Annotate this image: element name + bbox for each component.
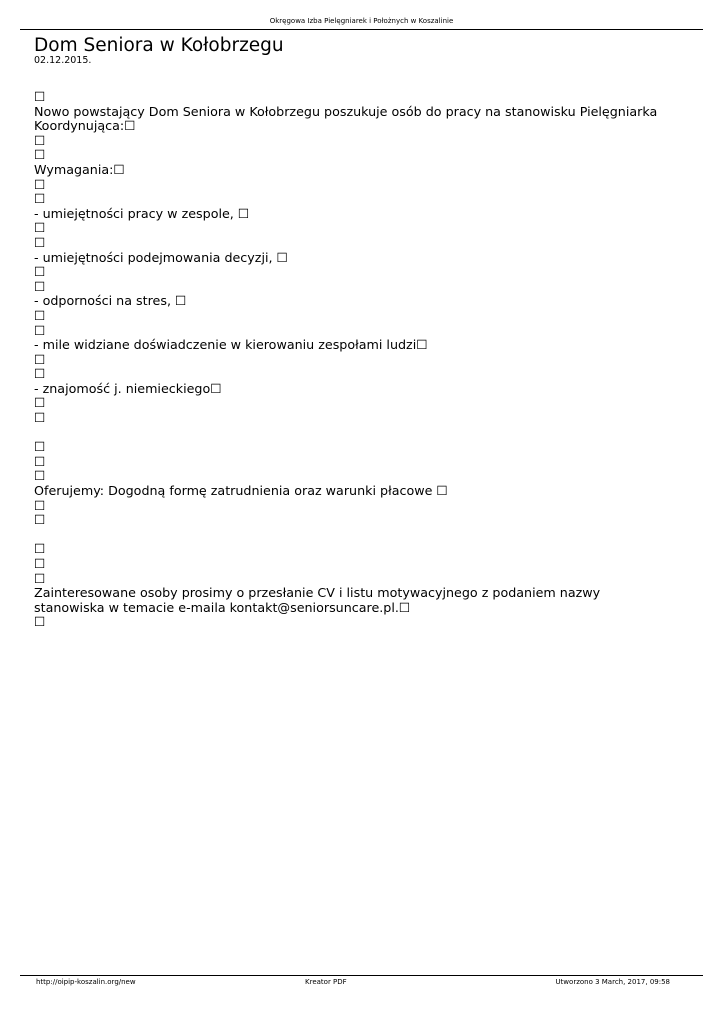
- placeholder-glyph-line: ☐: [34, 439, 46, 455]
- blank-line: [34, 528, 674, 543]
- article-date: 02.12.2015.: [34, 55, 92, 66]
- body-text-line: - mile widziane doświadczenie w kierowaniu zespołami ludzi☐: [34, 337, 428, 353]
- placeholder-glyph-line: ☐: [34, 191, 46, 207]
- placeholder-glyph-line: ☐: [34, 512, 46, 528]
- header-organization: Okręgowa Izba Pielęgniarek i Położnych w Koszalinie: [269, 17, 454, 25]
- placeholder-glyph-line: ☐: [34, 176, 46, 192]
- footer-created-timestamp: Utworzono 3 March, 2017, 09:58: [555, 978, 670, 986]
- article-title: Dom Seniora w Kołobrzegu: [34, 35, 284, 56]
- body-text-line: - znajomość j. niemieckiego☐: [34, 380, 222, 396]
- placeholder-glyph-line: ☐: [34, 307, 46, 323]
- body-text-line: - odporności na stres, ☐: [34, 293, 187, 309]
- body-text-line: Oferujemy: Dogodną formę zatrudnienia oraz warunki płacowe ☐: [34, 483, 448, 499]
- placeholder-glyph-line: ☐: [34, 278, 46, 294]
- placeholder-glyph-line: ☐: [34, 570, 46, 586]
- footer-url: http://oipip-koszalin.org/new: [36, 978, 136, 986]
- placeholder-glyph-line: ☐: [34, 234, 46, 250]
- article-body: [34, 90, 674, 630]
- body-text-line: Nowo powstający Dom Seniora w Kołobrzegu poszukuje osób do pracy na stanowisku Pielęgniarka Koordynująca:☐: [34, 103, 658, 134]
- placeholder-glyph-line: ☐: [34, 132, 46, 148]
- footer-generator: Kreator PDF: [305, 978, 347, 986]
- body-text-line: Wymagania:☐: [34, 161, 125, 177]
- placeholder-glyph-line: ☐: [34, 497, 46, 513]
- placeholder-glyph-line: ☐: [34, 147, 46, 163]
- placeholder-glyph-line: ☐: [34, 366, 46, 382]
- placeholder-glyph-line: ☐: [34, 351, 46, 367]
- body-text-line: - umiejętności pracy w zespole, ☐: [34, 205, 250, 221]
- placeholder-glyph-line: ☐: [34, 541, 46, 557]
- placeholder-glyph-line: ☐: [34, 264, 46, 280]
- placeholder-glyph-line: ☐: [34, 410, 46, 426]
- body-text-line: Zainteresowane osoby prosimy o przesłanie CV i listu motywacyjnego z podaniem nazwy stanowiska w temacie e-maila kontakt@seniorsuncare.pl.☐: [34, 585, 601, 615]
- placeholder-glyph-line: ☐: [34, 614, 46, 630]
- page-footer: [20, 975, 703, 986]
- body-text-line: - umiejętności podejmowania decyzji, ☐: [34, 249, 288, 265]
- page-header: [20, 14, 703, 30]
- placeholder-glyph-line: ☐: [34, 395, 46, 411]
- placeholder-glyph-line: ☐: [34, 220, 46, 236]
- blank-line: [34, 426, 674, 441]
- placeholder-glyph-line: ☐: [34, 322, 46, 338]
- placeholder-glyph-line: ☐: [34, 468, 46, 484]
- placeholder-glyph-line: ☐: [34, 89, 46, 104]
- placeholder-glyph-line: ☐: [34, 556, 46, 571]
- placeholder-glyph-line: ☐: [34, 453, 46, 469]
